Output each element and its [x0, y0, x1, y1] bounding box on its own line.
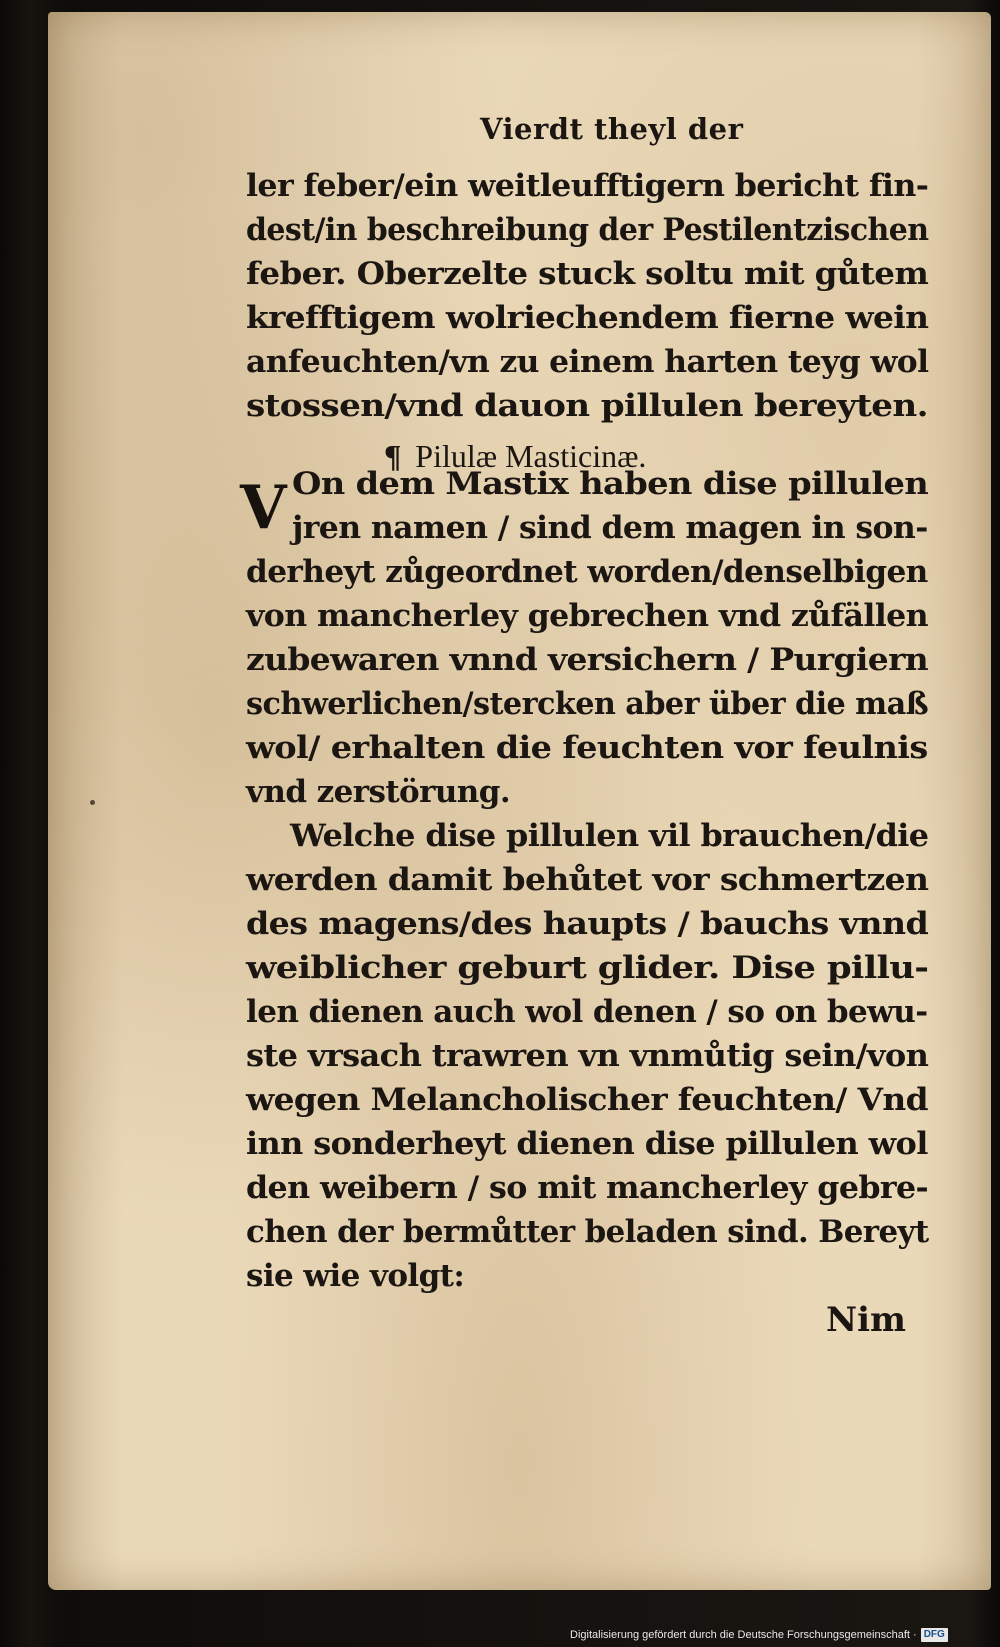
- catchword: Nim: [826, 1300, 906, 1340]
- digitization-credit: [570, 1626, 948, 1644]
- text-line-first: On dem Mastix haben dise pillulen: [292, 466, 929, 502]
- text-line: werden damit behůtet vor schmertzen: [246, 862, 929, 898]
- text-line: stossen/vnd dauon pillulen bereyten.: [246, 388, 928, 424]
- text-line: anfeuchten/vn zu einem harten teyg wol: [246, 344, 929, 380]
- text-line: dest/in beschreibung der Pestilentzischen: [246, 212, 929, 248]
- text-line: ler feber/ein weitleufftigern bericht fin-: [246, 168, 929, 204]
- initial-letter: V: [240, 473, 287, 543]
- text-line: weiblicher geburt glider. Dise pillu-: [246, 950, 929, 986]
- section-heading-text: Pilulæ Masticinæ.: [415, 438, 647, 474]
- ink-spot: [90, 800, 95, 805]
- text-line: jren namen / sind dem magen in son-: [292, 510, 928, 546]
- text-line: wol/ erhalten die feuchten vor feulnis: [246, 730, 928, 766]
- text-line: des magens/des haupts / bauchs vnnd: [246, 906, 929, 942]
- text-line: vnd zerstörung.: [246, 774, 511, 810]
- text-line: feber. Oberzelte stuck soltu mit gůtem: [246, 256, 929, 292]
- text-line: Welche dise pillulen vil brauchen/die: [290, 818, 929, 854]
- text-line: chen der bermůtter beladen sind. Bereyt: [246, 1214, 929, 1250]
- text-line: derheyt zůgeordnet worden/denselbigen: [246, 554, 928, 590]
- text-line: wegen Melancholischer feuchten/ Vnd: [246, 1082, 928, 1118]
- text-line: sie wie volgt:: [246, 1258, 465, 1294]
- credit-text: Digitalisierung gefördert durch die Deutsche Forschungsgemeinschaft ·: [570, 1629, 917, 1641]
- dfg-logo: DFG: [921, 1628, 948, 1642]
- text-line: zubewaren vnnd versichern / Purgiern: [246, 642, 929, 678]
- text-line: inn sonderheyt dienen dise pillulen wol: [246, 1126, 928, 1162]
- running-head: Vierdt theyl der: [480, 112, 744, 146]
- text-line: len dienen auch wol denen / so on bewu-: [246, 994, 928, 1030]
- pilcrow-mark: ¶: [384, 438, 402, 474]
- text-line: schwerlichen/stercken aber über die maß: [246, 686, 929, 722]
- text-line: von mancherley gebrechen vnd zůfällen: [246, 598, 929, 634]
- text-line: den weibern / so mit mancherley gebre-: [246, 1170, 929, 1206]
- text-line: ste vrsach trawren vn vnmůtig sein/von: [246, 1038, 929, 1074]
- text-line: krefftigem wolriechendem fierne wein: [246, 300, 929, 336]
